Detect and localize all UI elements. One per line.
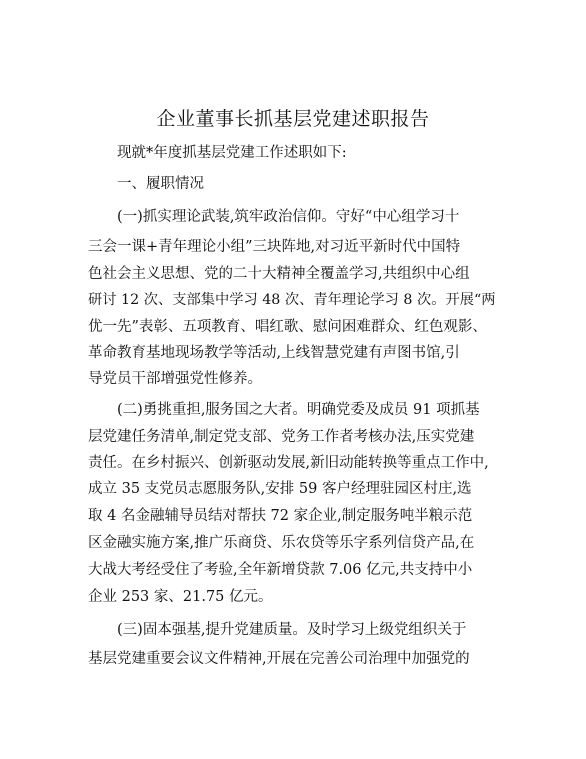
para1-line-3: 色社会主义思想、党的二十大精神全覆盖学习,共组织中心组 bbox=[88, 266, 470, 282]
para2-line-2: 层党建任务清单,制定党支部、党务工作者考核办法,压实党建 bbox=[88, 429, 475, 445]
para1-line-4: 研讨 12 次、支部集中学习 48 次、青年理论学习 8 次。开展“两 bbox=[88, 292, 496, 308]
para2-line-6: 区金融实施方案,推广乐商贷、乐农贷等乐字系列信贷产品,在 bbox=[88, 535, 475, 551]
para1-line-1: (一)抓实理论武装,筑牢政治信仰。守好“中心组学习十 bbox=[117, 209, 460, 225]
para2-line-4: 成立 35 支党员志愿服务队,安排 59 客户经理驻园区村庄,选 bbox=[88, 481, 472, 497]
para1-line-7: 导党员干部增强党性修养。 bbox=[88, 371, 262, 387]
para2-line-8: 企业 253 家、21.75 亿元。 bbox=[88, 589, 273, 605]
para2-line-7: 大战大考经受住了考验,全年新增贷款 7.06 亿元,共支持中小 bbox=[88, 562, 473, 578]
section-heading: 一、履职情况 bbox=[117, 176, 204, 192]
para3-line-1: (三)固本强基,提升党建质量。及时学习上级党组织关于 bbox=[117, 622, 467, 638]
para2-line-5: 取 4 名金融辅导员结对帮扶 72 家企业,制定服务吨半粮示范 bbox=[88, 508, 473, 524]
para3-line-2: 基层党建重要会议文件精神,开展在完善公司治理中加强党的 bbox=[88, 651, 470, 667]
para2-line-1: (二)勇挑重担,服务国之大者。明确党委及成员 91 项抓基 bbox=[117, 402, 480, 418]
document-title: 企业董事长抓基层党建述职报告 bbox=[156, 108, 430, 130]
para1-line-6: 革命教育基地现场教学等活动,上线智慧党建有声图书馆,引 bbox=[88, 345, 460, 361]
para1-line-5: 优一先”表彰、五项教育、唱红歌、慰问困难群众、红色观影、 bbox=[88, 319, 487, 335]
intro-line: 现就*年度抓基层党建工作述职如下: bbox=[117, 145, 347, 161]
para2-line-3: 责任。在乡村振兴、创新驱动发展,新旧动能转换等重点工作中, bbox=[88, 455, 489, 471]
para1-line-2: 三会一课+青年理论小组”三块阵地,对习近平新时代中国特 bbox=[88, 239, 461, 255]
